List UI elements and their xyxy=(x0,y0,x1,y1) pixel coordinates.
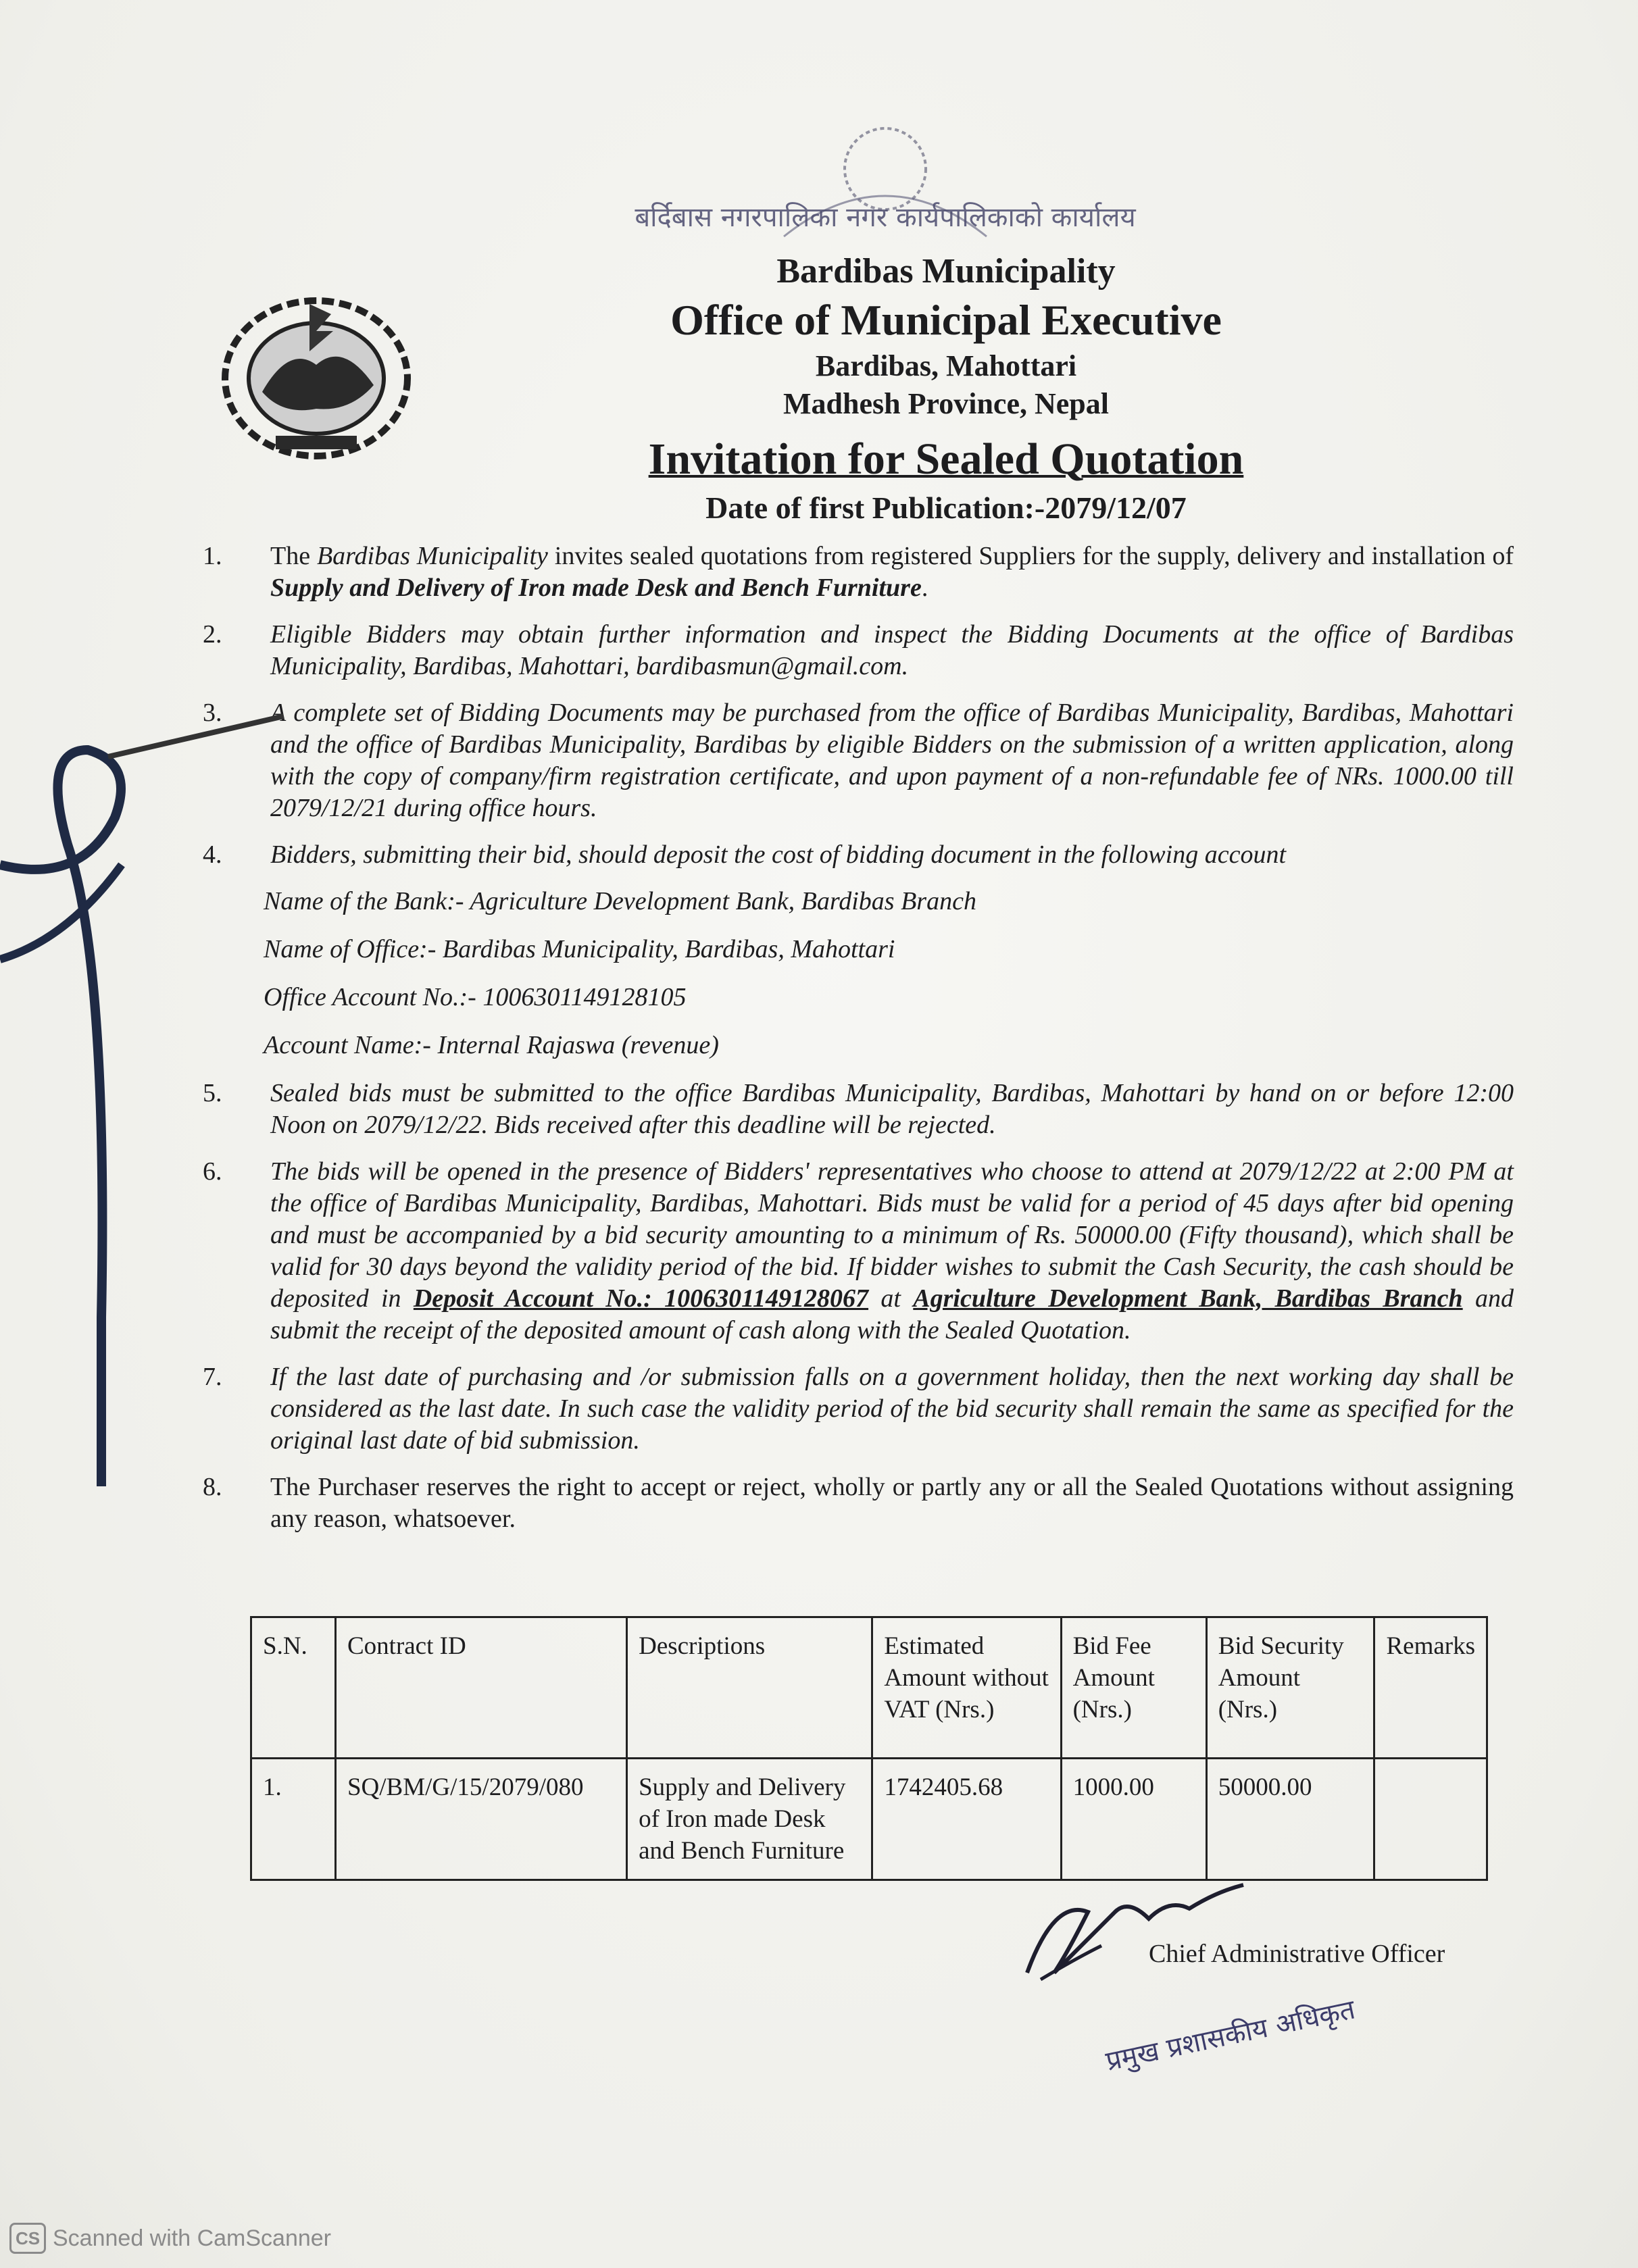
address-line-2: Madhesh Province, Nepal xyxy=(783,387,1109,420)
nepal-emblem-logo xyxy=(215,277,418,466)
clause-text: Eligible Bidders may obtain further information and inspect the Bidding Documents at the office of Bardibas Municipality, Bardibas, Mahottari, bardibasmun@gmail.com. xyxy=(270,620,1514,680)
stamp-top-text: बर्दिबास नगरपालिका नगर कार्यपालिकाको कार्यालय xyxy=(635,202,1136,233)
clause-number: 7. xyxy=(203,1363,222,1391)
clause-text-part: The xyxy=(270,542,317,570)
clause-text: Bidders, submitting their bid, should deposit the cost of bidding document in the following account xyxy=(270,840,1287,869)
table-row xyxy=(251,1759,1487,1880)
clause-6 xyxy=(196,1156,1514,1346)
clause-4 xyxy=(196,839,1514,871)
deposit-account: Deposit Account No.: 1006301149128067 xyxy=(413,1284,869,1313)
clause-text: The Purchaser reserves the right to accept or reject, wholly or partly any or all the Sealed Quotations without assigning any reason, whatsoever. xyxy=(270,1473,1514,1533)
table-cell xyxy=(1374,1759,1487,1880)
stamp-bottom-text: प्रमुख प्रशासकीय अधिकृत xyxy=(1103,1994,1358,2077)
clause-number: 6. xyxy=(203,1157,222,1186)
clause-7 xyxy=(196,1361,1514,1457)
table-cell: 1000.00 xyxy=(1061,1759,1206,1880)
clause-number: 4. xyxy=(203,840,222,869)
clause-text: If the last date of purchasing and /or submission falls on a government holiday, then the next working day shall be considered as the last date. In such case the validity period of the bid security shall remain the same as specified for the original last date of bid submission. xyxy=(270,1363,1514,1455)
office-name: Office of Municipal Executive xyxy=(670,296,1222,344)
clause-text-part: The bids will be opened in the presence of Bidders' representatives who choose to attend at 2079/12/22 at 2:00 PM at the office of Bardibas Municipality, Bardibas, Mahottari. Bids must be valid for a period of 45 days after bid opening and must be accompanied by a bid security amounting to a minimum of Rs. 50000.00 (Fifty thousand), which shall be valid for 30 days beyond the validity period of the bid. If bidder wishes to submit the Cash Security, the cash should be deposited in xyxy=(270,1157,1514,1313)
clause-number: 3. xyxy=(203,699,222,727)
column-header: Remarks xyxy=(1374,1617,1487,1759)
scanner-watermark xyxy=(9,2223,331,2254)
watermark-text: Scanned with CamScanner xyxy=(53,2225,332,2251)
camscanner-logo: CS xyxy=(9,2223,46,2254)
bank-name-line: Name of the Bank:- Agriculture Development Bank, Bardibas Branch xyxy=(264,887,976,915)
clause-number: 5. xyxy=(203,1079,222,1107)
column-header: S.N. xyxy=(251,1617,336,1759)
publication-date: Date of first Publication:-2079/12/07 xyxy=(705,490,1187,525)
column-header: Bid Security Amount (Nrs.) xyxy=(1206,1617,1374,1759)
account-number-line: Office Account No.:- 1006301149128105 xyxy=(264,983,687,1011)
municipality-name: Bardibas Municipality xyxy=(776,252,1116,291)
table-cell: Supply and Delivery of Iron made Desk and Bench Furniture xyxy=(627,1759,872,1880)
clause-number: 2. xyxy=(203,620,222,649)
table-cell: SQ/BM/G/15/2079/080 xyxy=(335,1759,626,1880)
address-line-1: Bardibas, Mahottari xyxy=(815,349,1077,382)
municipality-ref: Bardibas Municipality xyxy=(316,542,548,570)
table-cell: 1. xyxy=(251,1759,336,1880)
office-name-line: Name of Office:- Bardibas Municipality, Bardibas, Mahottari xyxy=(264,935,895,963)
officer-stamp xyxy=(1095,1986,1358,2077)
handwritten-signature xyxy=(1014,1871,1257,1993)
clause-text xyxy=(270,540,1514,604)
clause-2 xyxy=(196,619,1514,682)
clause-3 xyxy=(196,697,1514,824)
signatory-title: Chief Administrative Officer xyxy=(1149,1940,1445,1968)
column-header: Estimated Amount without VAT (Nrs.) xyxy=(872,1617,1061,1759)
clause-text-part: . xyxy=(921,574,928,602)
clause-text-part: and submit the receipt of the deposited amount of cash along with the Sealed Quotation. xyxy=(270,1284,1514,1344)
clause-text xyxy=(270,1156,1514,1346)
column-header: Descriptions xyxy=(627,1617,872,1759)
clause-text: A complete set of Bidding Documents may be purchased from the office of Bardibas Municipality, Bardibas, Mahottari and the office of Bardibas Municipality, Bardibas by eligible Bidders on the submission of a written application, along with the copy of company/firm registration certificate, and upon payment of a non-refundable fee of NRs. 1000.00 till 2079/12/21 during office hours. xyxy=(270,699,1514,822)
clause-8 xyxy=(196,1471,1514,1535)
quotation-table xyxy=(250,1616,1488,1881)
clause-number: 8. xyxy=(203,1473,222,1501)
clause-1 xyxy=(196,540,1514,604)
table-cell: 50000.00 xyxy=(1206,1759,1374,1880)
deposit-bank: Agriculture Development Bank, Bardibas Branch xyxy=(913,1284,1463,1313)
binding-thread xyxy=(0,709,176,1520)
column-header: Contract ID xyxy=(335,1617,626,1759)
column-header: Bid Fee Amount (Nrs.) xyxy=(1061,1617,1206,1759)
letterhead xyxy=(473,250,1419,528)
notice-body xyxy=(196,540,1514,1550)
table-cell: 1742405.68 xyxy=(872,1759,1061,1880)
clause-5 xyxy=(196,1078,1514,1141)
clause-text-part: invites sealed quotations from registered Suppliers for the supply, delivery and installation of xyxy=(547,542,1514,570)
procurement-item: Supply and Delivery of Iron made Desk and Bench Furniture xyxy=(270,574,922,602)
clause-text: Sealed bids must be submitted to the office Bardibas Municipality, Bardibas, Mahottari by hand on or before 12:00 Noon on 2079/12/22. Bids received after this deadline will be rejected. xyxy=(270,1079,1514,1139)
table-header-row xyxy=(251,1617,1487,1759)
account-name-line: Account Name:- Internal Rajaswa (revenue) xyxy=(264,1031,719,1059)
clause-number: 1. xyxy=(203,542,222,570)
notice-title: Invitation for Sealed Quotation xyxy=(648,434,1244,484)
clause-text-part: at xyxy=(868,1284,914,1313)
